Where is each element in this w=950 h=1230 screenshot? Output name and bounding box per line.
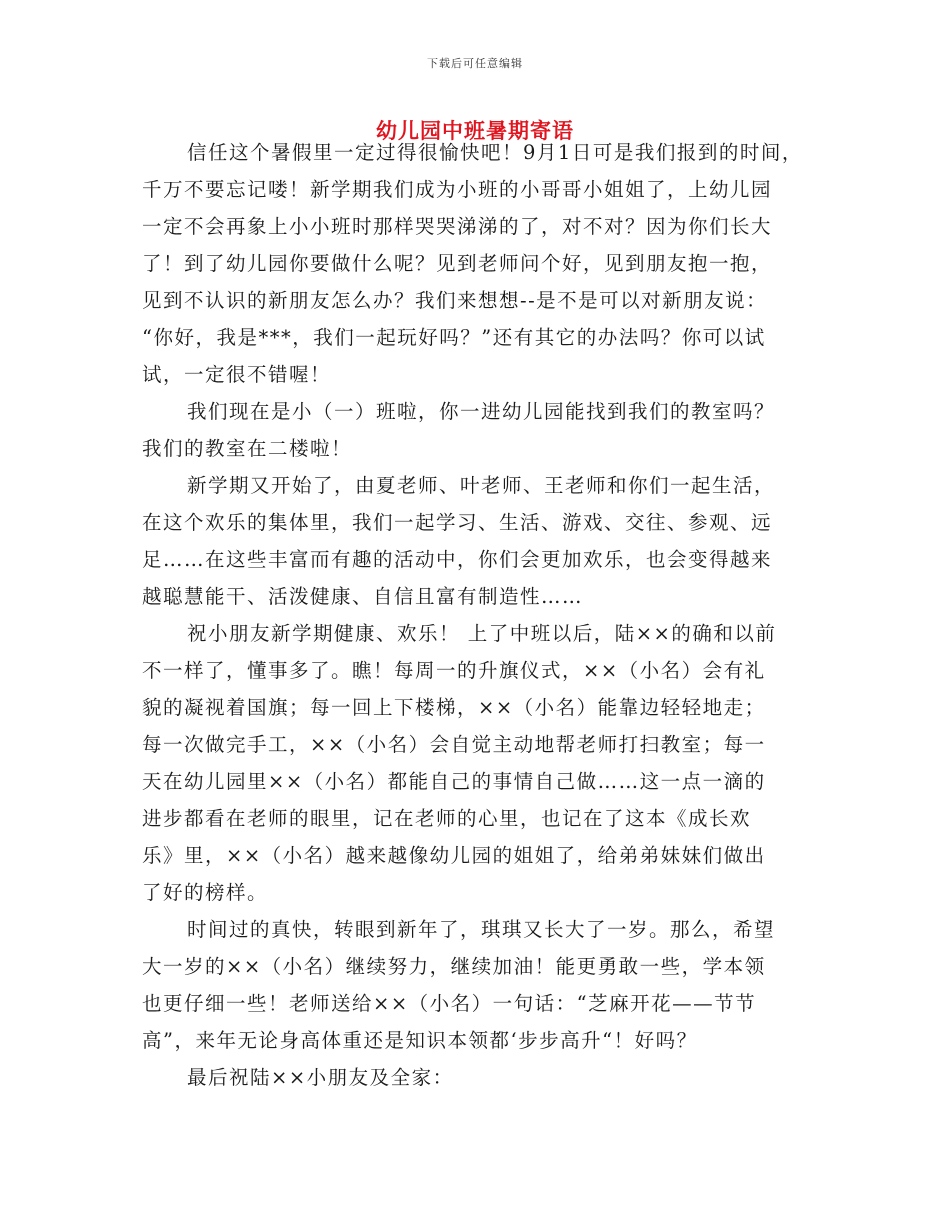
text-line: 时间过的真快，转眼到新年了，琪琪又长大了一岁。那么，希望 bbox=[187, 918, 776, 941]
text-line: 见到不认识的新朋友怎么办？我们来想想--是不是可以对新朋友说： bbox=[142, 289, 768, 312]
document-body bbox=[142, 134, 808, 1096]
text-line: 貌的凝视着国旗；每一回上下楼梯，××（小名）能靠边轻轻地走； bbox=[142, 696, 766, 719]
text-line: “你好，我是***，我们一起玩好吗？”还有其它的办法吗？你可以试 bbox=[142, 326, 766, 349]
text-line: 千万不要忘记喽！新学期我们成为小班的小哥哥小姐姐了，上幼儿园 bbox=[142, 178, 773, 201]
text-line: 也更仔细一些！老师送给××（小名）一句话：“芝麻开花——节节 bbox=[142, 992, 757, 1015]
text-line: 乐》里，××（小名）越来越像幼儿园的姐姐了，给弟弟妹妹们做出 bbox=[142, 844, 766, 867]
text-line: 最后祝陆××小朋友及全家： bbox=[187, 1066, 454, 1089]
text-line: 大一岁的××（小名）继续努力，继续加油！能更勇敢一些，学本领 bbox=[142, 955, 766, 978]
text-line: 一定不会再象上小小班时那样哭哭涕涕的了，对不对？因为你们长大 bbox=[142, 215, 773, 238]
text-line: 高”，来年无论身高体重还是知识本领都‘步步高升“！好吗？ bbox=[142, 1029, 698, 1052]
document-title: 幼儿园中班暑期寄语 bbox=[376, 118, 574, 143]
text-line: 了好的榜样。 bbox=[142, 881, 269, 904]
text-line: 每一次做完手工，××（小名）会自觉主动地帮老师打扫教室；每一 bbox=[142, 733, 766, 756]
text-line: 不一样了，懂事多了。瞧！每周一的升旗仪式，××（小名）会有礼 bbox=[142, 659, 766, 682]
text-line: 祝小朋友新学期健康、欢乐！ 上了中班以后，陆××的确和以前 bbox=[187, 622, 777, 645]
text-line: 信任这个暑假里一定过得很愉快吧！9月1日可是我们报到的时间， bbox=[187, 141, 803, 164]
text-line: 足……在这些丰富而有趣的活动中，你们会更加欢乐，也会变得越来 bbox=[142, 548, 773, 571]
text-line: 我们的教室在二楼啦！ bbox=[142, 437, 353, 460]
text-line: 在这个欢乐的集体里，我们一起学习、生活、游戏、交往、参观、远 bbox=[142, 511, 773, 534]
text-line: 我们现在是小（一）班啦，你一进幼儿园能找到我们的教室吗？ bbox=[187, 400, 776, 423]
text-line: 了！到了幼儿园你要做什么呢？见到老师问个好，见到朋友抱一抱， bbox=[142, 252, 773, 275]
text-line: 越聪慧能干、活泼健康、自信且富有制造性…… bbox=[142, 585, 584, 608]
header-note: 下载后可任意编辑 bbox=[427, 57, 523, 70]
text-line: 天在幼儿园里××（小名）都能自己的事情自己做……这一点一滴的 bbox=[142, 770, 766, 793]
text-line: 新学期又开始了，由夏老师、叶老师、王老师和你们一起生活， bbox=[187, 474, 776, 497]
text-line: 试，一定很不错喔！ bbox=[142, 363, 332, 386]
text-line: 进步都看在老师的眼里，记在老师的心里，也记在了这本《成长欢 bbox=[142, 807, 752, 830]
